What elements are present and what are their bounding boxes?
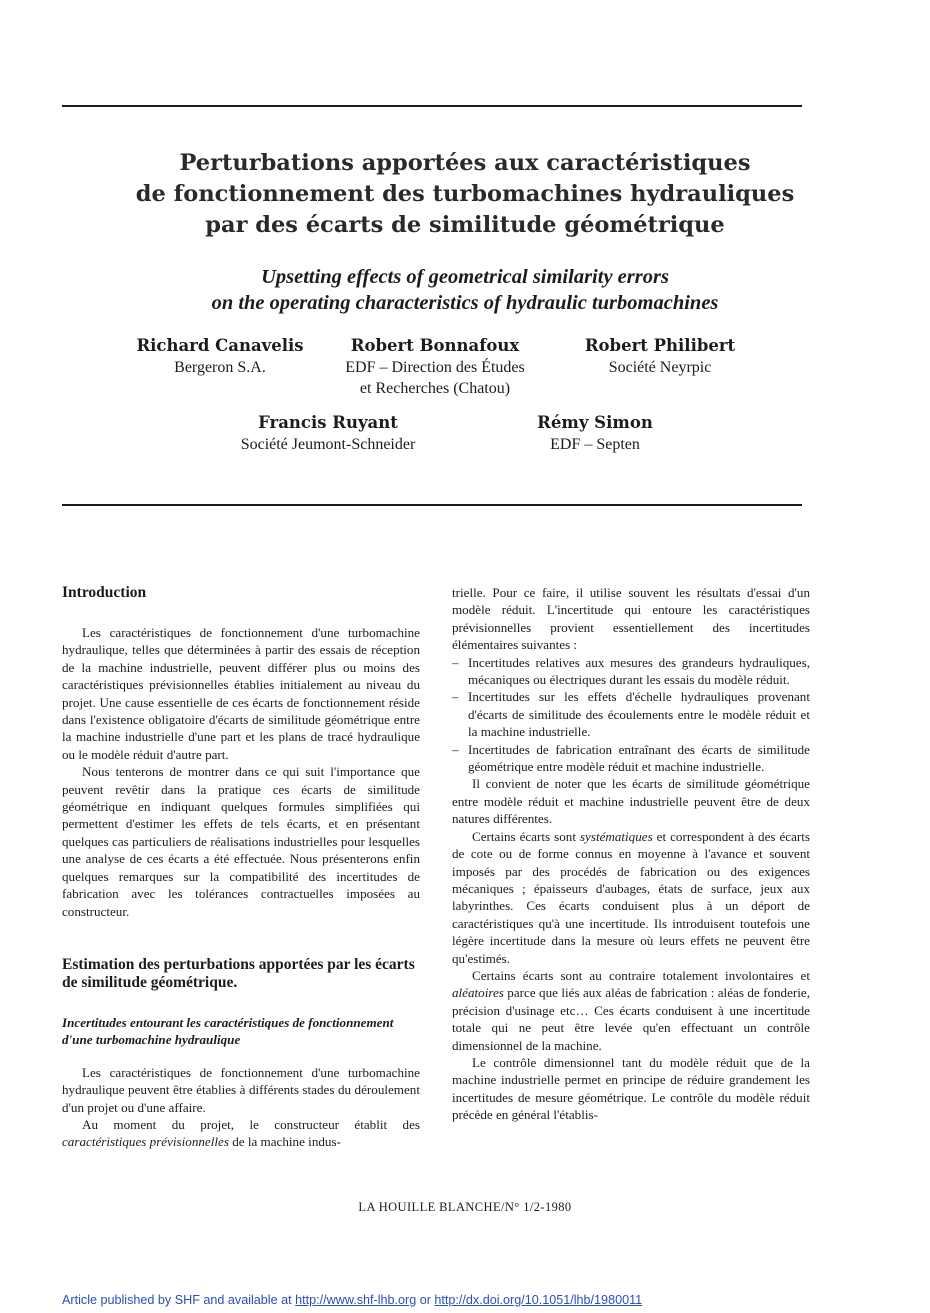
subtitle-line-2: on the operating characteristics of hydraulic turbomachines [211, 292, 719, 314]
credit-text: Article published by SHF and available at [62, 1293, 296, 1307]
paragraph: Les caractéristiques de fonctionnement d'une turbomachine hydraulique, telles que déterminées à partir des essais de réception de la machine industrielle, peuvent différer plus ou moins des caractéristiques prévisionnelles établies initialement au niveau du projet. Une cause essentielle de ces écarts de fonctionnement réside dans l'existence obligatoire d'écarts de similitude géométrique entre la machine industrielle d'une part et les plans de tracé hydraulique ou le modèle réduit d'autre part. [62, 625, 420, 762]
author-affiliation: Bergeron S.A. [174, 359, 266, 376]
subsection-heading: Incertitudes entourant les caractéristiques de fonctionnement d'une turbomachine hydraulique [62, 1014, 394, 1048]
text-run: Au moment du projet, le constructeur établit des [82, 1116, 420, 1132]
section-heading-estimation: Estimation des perturbations apportées par les écarts de similitude géométrique. [62, 955, 415, 991]
bullet-list [452, 654, 810, 776]
author-canavelis [120, 335, 320, 378]
paragraph: Le contrôle dimensionnel tant du modèle réduit que de la machine industrielle permet en principe de réduire grandement les incertitudes de mesure géométrique. Le contrôle du modèle réduit précède en général l'établis- [452, 1054, 810, 1123]
author-name: Francis Ruyant [258, 413, 398, 432]
emphasis: caractéristiques prévisionnelles [62, 1134, 229, 1150]
author-affiliation-line-2: et Recherches (Chatou) [359, 380, 511, 397]
list-item: – Incertitudes sur les effets d'échelle hydrauliques provenant d'écarts de similitude des écoulements entre le modèle réduit et la machine industrielle. [452, 689, 810, 740]
right-column [452, 584, 810, 1124]
paragraph: Les caractéristiques de fonctionnement d'une turbomachine hydraulique peuvent être établies à différents stades du déroulement d'un projet ou d'une affaire. [62, 1064, 420, 1115]
author-bonnafoux [325, 335, 545, 399]
header-bottom-rule [62, 504, 802, 506]
text-run: Certains écarts sont [472, 828, 580, 844]
text-run: de la machine indus- [228, 1134, 341, 1150]
credit-text: or [416, 1293, 435, 1307]
text-run: Certains écarts sont au contraire totalement involontaires et [472, 967, 810, 983]
title-line-1: Perturbations apportées aux caractéristiques [179, 150, 751, 176]
section-heading-introduction: Introduction [62, 584, 147, 601]
top-rule [62, 105, 802, 107]
paragraph: Il convient de noter que les écarts de similitude géométrique entre modèle réduit et machine industrielle peuvent être de deux natures différentes. [452, 776, 810, 827]
author-affiliation: Société Neyrpic [608, 359, 712, 376]
author-affiliation: EDF – Direction des Études [345, 359, 525, 376]
list-item: – Incertitudes relatives aux mesures des grandeurs hydrauliques, mécaniques ou électriques durant les essais du modèle réduit. [452, 654, 810, 688]
paragraph: trielle. Pour ce faire, il utilise souvent les résultats d'essai d'un modèle réduit. L'incertitude qui entoure les caractéristiques prévisionnelles provient essentiellement des incertitudes élémentaires suivantes : [452, 585, 810, 653]
list-item: – Incertitudes de fabrication entraînant des écarts de similitude géométrique entre modèle réduit et machine industrielle. [452, 741, 810, 775]
author-philibert [570, 335, 750, 378]
author-name: Richard Canavelis [136, 336, 304, 355]
author-affiliation: EDF – Septen [550, 436, 640, 453]
author-name: Robert Philibert [584, 336, 736, 355]
publication-credit [62, 1293, 642, 1307]
author-ruyant [218, 412, 438, 455]
paragraph [62, 1116, 420, 1151]
paragraph [452, 828, 810, 967]
doi-link[interactable]: http://dx.doi.org/10.1051/lhb/1980011 [434, 1293, 643, 1307]
title-line-3: par des écarts de similitude géométrique [205, 212, 725, 238]
journal-footer: LA HOUILLE BLANCHE/N° 1/2-1980 [358, 1200, 572, 1214]
author-name: Robert Bonnafoux [350, 336, 520, 355]
title-line-2: de fonctionnement des turbomachines hydrauliques [135, 181, 795, 207]
text-run: et correspondent à des écarts de cote ou de forme connus en moyenne à l'avance et souvent imposés par des procédés de fabrication ou des exigences mécaniques ; épaisseurs d'aubages, états de surface, jeux aux labyrinthes. Ces écarts conduisent plus à un déport de caractéristiques qu'à une incertitude. Ils introduisent toutefois une légère incertitude dans la mesure où leurs effets ne peuvent être qu'estimés. [452, 828, 811, 966]
left-column [62, 584, 420, 1151]
paper-subtitle [40, 264, 890, 316]
shf-link[interactable]: http://www.shf-lhb.org [295, 1293, 417, 1307]
subtitle-line-1: Upsetting effects of geometrical similarity errors [261, 266, 669, 288]
emphasis: systématiques [579, 828, 653, 844]
author-affiliation: Société Jeumont-Schneider [240, 436, 416, 453]
author-simon [510, 412, 680, 455]
emphasis: aléatoires [452, 985, 504, 1001]
author-name: Rémy Simon [537, 413, 653, 432]
paragraph [452, 967, 810, 1054]
paragraph: Nous tenterons de montrer dans ce qui suit l'importance que peuvent revêtir dans la pratique ces écarts de similitude géométrique en indiquant quelques formules simplifiées qui permettent d'estimer les effets de tels écarts, et en présentant quelques cas particuliers de réalisations industrielles pour lesquelles une analyse de ces écarts a été effectuée. Nous présenterons enfin quelques remarques sur la compatibilité des incertitudes de fabrication avec les tolérances contractuelles imposées au constructeur. [62, 764, 420, 919]
text-run: parce que liés aux aléas de fabrication : aléas de fonderie, précision d'usinage etc… Ces écarts conduisent à une incertitude totale qui ne peut être levée qu'en effectuant un contrôle dimensionnel de la machine. [452, 985, 810, 1053]
paper-title [40, 148, 890, 241]
